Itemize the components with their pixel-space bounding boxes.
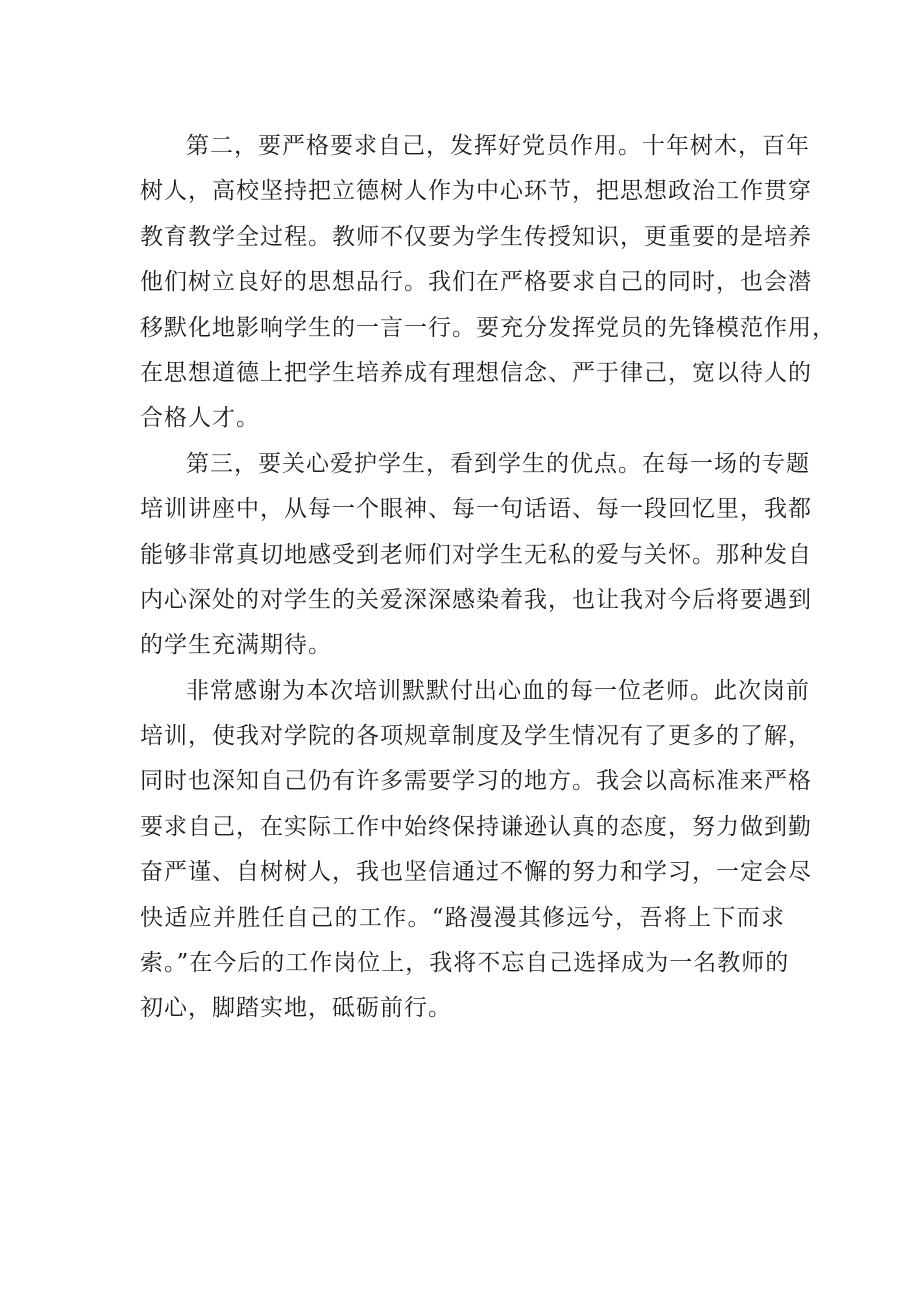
paragraph-line: 的学生充满期待。	[140, 632, 332, 659]
paragraph-line: 移默化地影响学生的一言一行。要充分发挥党员的先锋模范作用，	[140, 314, 836, 341]
paragraph-line: 树人，高校坚持把立德树人作为中心环节，把思想政治工作贯穿	[140, 178, 812, 205]
paragraph-line: 在思想道德上把学生培养成有理想信念、严于律己，宽以待人的	[140, 359, 812, 386]
paragraph-line: 同时也深知自己仍有许多需要学习的地方。我会以高标准来严格	[140, 768, 812, 795]
paragraph-line: 初心，脚踏实地，砥砺前行。	[140, 995, 452, 1022]
paragraph-line: 内心深处的对学生的关爱深深感染着我，也让我对今后将要遇到	[140, 586, 812, 613]
paragraph-line: 培训讲座中，从每一个眼神、每一句话语、每一段回忆里，我都	[140, 496, 812, 523]
paragraph-line: 非常感谢为本次培训默默付出心血的每一位老师。此次岗前	[186, 677, 810, 704]
paragraph-line: 奋严谨、自树树人，我也坚信通过不懈的努力和学习，一定会尽	[140, 859, 812, 886]
paragraph-party-member-role	[140, 124, 836, 442]
paragraph-line: 能够非常真切地感受到老师们对学生无私的爱与关怀。那种发自	[140, 541, 812, 568]
paragraph-line: 培训，使我对学院的各项规章制度及学生情况有了更多的了解，	[140, 723, 812, 750]
paragraph-line: 快适应并胜任自己的工作。“路漫漫其修远兮，吾将上下而求	[140, 904, 785, 931]
paragraph-line: 合格人才。	[140, 405, 260, 432]
document-body	[140, 124, 836, 1032]
paragraph-line: 索。”在今后的工作岗位上，我将不忘自己选择成为一名教师的	[140, 950, 790, 977]
paragraph-thanks-closing	[140, 669, 812, 1032]
paragraph-line: 第三，要关心爱护学生，看到学生的优点。在每一场的专题	[186, 450, 810, 477]
paragraph-line: 教育教学全过程。教师不仅要为学生传授知识，更重要的是培养	[140, 223, 812, 250]
paragraph-care-for-students	[140, 442, 812, 669]
paragraph-line: 他们树立良好的思想品行。我们在严格要求自己的同时，也会潜	[140, 269, 812, 296]
paragraph-line: 要求自己，在实际工作中始终保持谦逊认真的态度，努力做到勤	[140, 813, 812, 840]
paragraph-line: 第二，要严格要求自己，发挥好党员作用。十年树木，百年	[186, 133, 810, 159]
